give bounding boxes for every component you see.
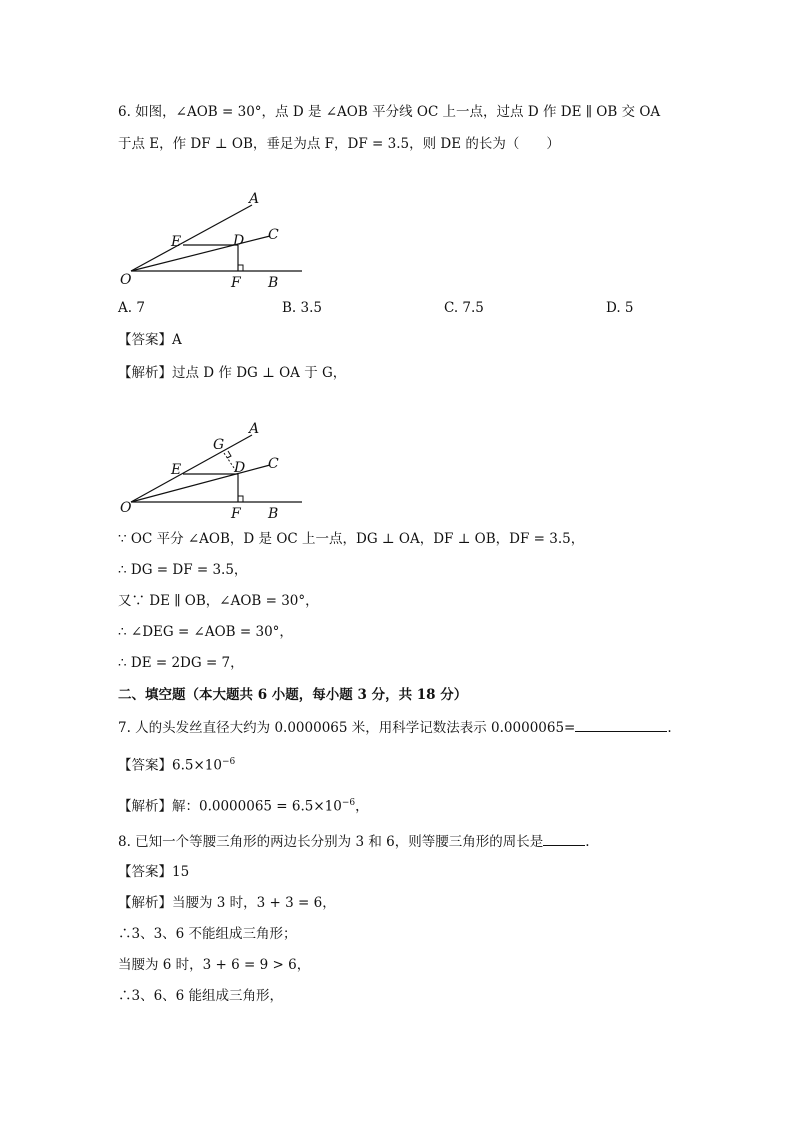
fig2-label-O: O bbox=[120, 500, 132, 516]
q6-option-a: A. 7 bbox=[118, 300, 145, 316]
fig1-label-O: O bbox=[120, 272, 132, 288]
q7-analysis bbox=[118, 793, 369, 817]
q6-figure bbox=[110, 188, 310, 298]
fig1-label-C: C bbox=[268, 227, 279, 243]
fig1-label-D: D bbox=[233, 233, 245, 249]
fig2-label-F: F bbox=[231, 506, 241, 520]
q6-stem-line2: 于点 E，作 DF ⊥ OB，垂足为点 F，DF = 3.5，则 DE 的长为（ ） bbox=[118, 136, 560, 152]
q7-answer-blank[interactable] bbox=[575, 717, 667, 732]
fig2-label-G: G bbox=[213, 437, 225, 453]
q7-answer bbox=[118, 752, 235, 776]
q7-question-text: 7. 人的头发丝直径大约为 0.0000065 米，用科学记数法表示 0.0000065= bbox=[118, 720, 576, 736]
fig2-label-C: C bbox=[268, 456, 279, 472]
q6-stem-line1: 6. 如图，∠AOB = 30°，点 D 是 ∠AOB 平分线 OC 上一点，过点 D 作 DE ∥ OB 交 OA bbox=[118, 104, 661, 120]
q7-analysis-exp: −6 bbox=[341, 798, 356, 808]
fig2-label-E: E bbox=[171, 462, 182, 478]
q7-answer-base: 6.5×10 bbox=[172, 757, 222, 774]
q8-question bbox=[118, 831, 590, 852]
q6-option-c: C. 7.5 bbox=[444, 300, 484, 316]
fig1-label-E: E bbox=[171, 234, 182, 250]
q8-analysis-line-2: ∴3、3、6 不能组成三角形； bbox=[118, 926, 297, 942]
q8-analysis-line-3: 当腰为 6 时，3 + 6 = 9 > 6， bbox=[118, 957, 311, 973]
q6-step-1: ∵ OC 平分 ∠AOB，D 是 OC 上一点，DG ⊥ OA，DF ⊥ OB，DF = 3.5， bbox=[118, 531, 585, 547]
q6-answer: 【答案】A bbox=[118, 332, 182, 348]
q7-question bbox=[118, 717, 672, 738]
q6-analysis-intro: 【解析】过点 D 作 DG ⊥ OA 于 G， bbox=[118, 365, 347, 381]
q8-question-text: 8. 已知一个等腰三角形的两边长分别为 3 和 6，则等腰三角形的周长是 bbox=[118, 834, 544, 850]
q8-answer-blank[interactable] bbox=[543, 831, 585, 846]
q6-option-d: D. 5 bbox=[606, 300, 634, 316]
q7-question-end: . bbox=[667, 720, 672, 736]
fig1-label-A: A bbox=[249, 191, 260, 207]
q7-answer-exp: −6 bbox=[221, 757, 236, 767]
q6-step-5: ∴ DE = 2DG = 7， bbox=[118, 655, 244, 671]
q6-step-3: 又∵ DE ∥ OB，∠AOB = 30°， bbox=[118, 593, 319, 609]
fig2-label-D: D bbox=[234, 460, 246, 476]
q7-answer-label: 【答案】 bbox=[118, 757, 172, 774]
fig2-label-A: A bbox=[249, 421, 260, 437]
fig1-label-F: F bbox=[231, 275, 241, 291]
q6-analysis-figure bbox=[110, 418, 310, 520]
fig1-label-B: B bbox=[268, 275, 279, 291]
fig2-label-B: B bbox=[268, 506, 279, 520]
q6-step-4: ∴ ∠DEG = ∠AOB = 30°， bbox=[118, 624, 293, 640]
q8-analysis-line-1: 【解析】当腰为 3 时，3 + 3 = 6， bbox=[118, 895, 336, 911]
q8-analysis-line-4: ∴3、6、6 能组成三角形， bbox=[118, 988, 284, 1004]
q7-analysis-end: ， bbox=[355, 798, 369, 815]
q8-answer: 【答案】15 bbox=[118, 864, 190, 880]
q6-option-b: B. 3.5 bbox=[282, 300, 322, 316]
section-title: 二、填空题（本大题共 6 小题，每小题 3 分，共 18 分） bbox=[118, 687, 468, 703]
q7-analysis-text: 【解析】解：0.0000065 = 6.5×10 bbox=[118, 798, 342, 815]
q8-question-end: . bbox=[585, 834, 590, 850]
q6-step-2: ∴ DG = DF = 3.5， bbox=[118, 562, 248, 578]
